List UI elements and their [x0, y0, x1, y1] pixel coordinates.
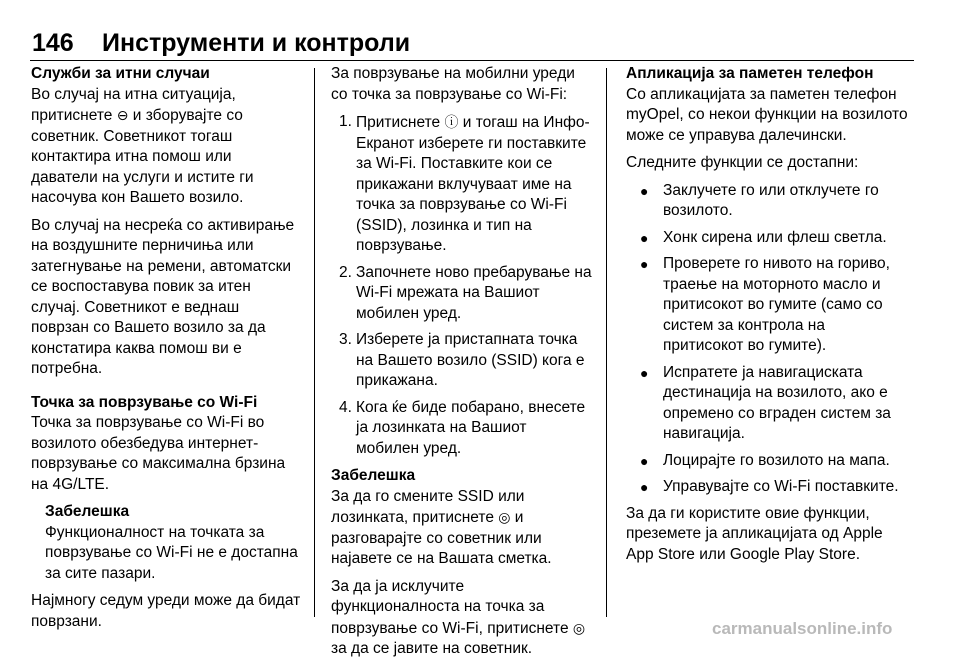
step-text: Изберете ја пристапната точка на Вашето возило (SSID) кога е прикажана.	[356, 331, 585, 389]
list-item-text: Проверете го нивото на гориво, траење на моторното масло и притисокот во гумите (само со систем за контрола на притисокот во гумите).	[663, 255, 890, 354]
list-item	[626, 254, 908, 357]
onstar-icon: ◎	[498, 509, 511, 525]
wifi-paragraph-1: Точка за поврзување со Wi-Fi во возилото обезбедува интернет-поврзување со максимална брзина на 4G/LTE.	[31, 414, 286, 493]
step-2	[331, 263, 593, 325]
disable-text-b: за да се јавите на советник.	[331, 640, 533, 657]
app-heading: Апликација за паметен телефон	[626, 65, 874, 82]
emergency-paragraph-1	[31, 85, 301, 209]
list-item	[626, 451, 908, 472]
step-3	[331, 330, 593, 392]
note-text	[331, 487, 593, 570]
bullet-icon: ●	[640, 229, 649, 246]
list-item	[626, 181, 908, 222]
list-item	[626, 228, 908, 249]
ssid-note	[331, 466, 593, 570]
functions-list	[626, 181, 908, 498]
bullet-icon: ●	[640, 452, 649, 469]
step-text-b: и тогаш на Инфо-Екранот изберете ги поставките за Wi-Fi. Поставките кои се прикажани вклучуваат име на точка за поврзување со Wi-Fi (SSID), лозинка и тип на поврзување.	[356, 114, 590, 254]
column-divider-2	[606, 68, 607, 617]
page-title: Инструменти и контроли	[102, 29, 411, 57]
page-header	[32, 28, 912, 58]
disable-paragraph	[331, 577, 593, 660]
functions-intro: Следните функции се достапни:	[626, 154, 859, 171]
step-number: 3.	[339, 331, 352, 348]
note-heading: Забелешка	[331, 467, 416, 484]
app-paragraph: Со апликацијата за паметен телефон myOpel, со некои функции на возилото може се управува далечински.	[626, 85, 908, 144]
wifi-paragraph-2: Најмногу седум уреди може да бидат поврзани.	[31, 592, 301, 630]
watermark: carmanualsonline.info	[712, 619, 893, 638]
connect-steps	[331, 112, 593, 459]
list-item	[626, 477, 908, 498]
step-number: 4.	[339, 398, 352, 416]
column-2	[331, 64, 593, 667]
note-text: Функционалност на точката за поврзување со Wi-Fi не е достапна за сите пазари.	[45, 523, 298, 582]
closing-paragraph: За да ги користите овие функции, преземете ја апликацијата од Apple App Store или Google Play Store.	[626, 504, 883, 563]
step-4	[331, 398, 593, 460]
note-text-b: и разговарајте со советник или најавете се на Вашата сметка.	[331, 509, 552, 567]
wifi-note	[45, 502, 301, 584]
bullet-icon: ●	[640, 256, 649, 272]
bullet-icon: ●	[640, 479, 649, 495]
column-1	[31, 64, 301, 639]
list-item-text: Хонк сирена или флеш светла.	[663, 228, 887, 246]
step-text: Започнете ново пребарување на Wi-Fi мрежата на Вашиот мобилен уред.	[356, 263, 592, 322]
emergency-p1-text-b: и зборувајте со советник. Советникот тогаш контактира итна помош или даватели на услуги и истите ги насочува кон Вашето возило.	[31, 107, 254, 206]
onstar-icon: ◎	[572, 619, 586, 636]
wifi-heading: Точка за поврзување со Wi-Fi	[31, 393, 258, 411]
note-text-a: За да го смените SSID или лозинката, притиснете	[331, 487, 525, 526]
page-number: 146	[32, 29, 74, 57]
step-text-a: Притиснете	[356, 114, 441, 131]
header-rule	[30, 60, 914, 61]
list-item	[626, 363, 908, 445]
sos-icon: ⊖	[116, 107, 129, 123]
list-item-text: Заклучете го или отклучете го возилото.	[663, 181, 879, 219]
emergency-p1-text-a: Во случај на итна ситуација, притиснете	[31, 85, 236, 124]
step-number: 1.	[339, 113, 352, 130]
emergency-heading: Служби за итни случаи	[31, 65, 210, 82]
bullet-icon: ●	[640, 364, 649, 381]
step-text: Кога ќе биде побарано, внесете ја лозинката на Вашиот мобилен уред.	[356, 398, 586, 457]
emergency-paragraph-2: Во случај на несреќа со активирање на воздушните перничиња или затегнување на ремени, автоматски се воспоставува повик за итен случај. Советникот е веднаш поврзан со Вашето возило за да констатира каква помош ви е потребна.	[31, 216, 295, 377]
column-3	[626, 64, 908, 572]
column-divider-1	[314, 68, 315, 617]
list-item-text: Испратете ја навигациската дестинација на возилото, ако е опремено со вграден систем за навигација.	[663, 363, 891, 442]
info-icon: ⓘ	[444, 114, 459, 130]
bullet-icon: ●	[640, 182, 649, 199]
connect-intro: За поврзување на мобилни уреди со точка за поврзување со Wi-Fi:	[331, 65, 575, 103]
note-heading: Забелешка	[45, 503, 130, 520]
step-1	[331, 112, 593, 257]
disable-text-a: За да ја исклучите функционалноста на точка за поврзување со Wi-Fi, притиснете	[331, 577, 569, 637]
step-number: 2.	[339, 263, 352, 281]
list-item-text: Лоцирајте го возилото на мапа.	[663, 451, 890, 469]
list-item-text: Управувајте со Wi-Fi поставките.	[663, 478, 899, 495]
